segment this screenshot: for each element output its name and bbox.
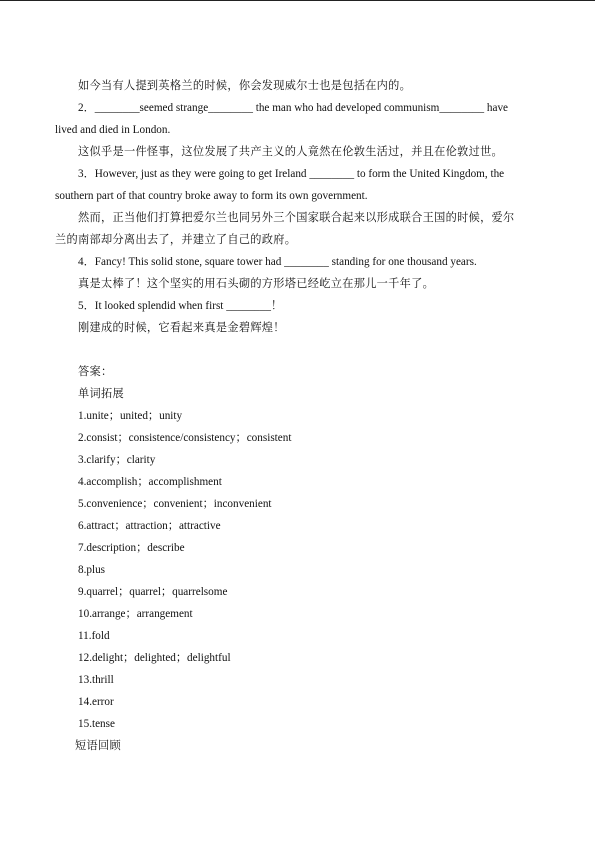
answer-item: 6.attract；attraction；attractive — [78, 520, 221, 532]
top-border-line — [0, 0, 595, 1]
answer-item: 11.fold — [78, 630, 110, 642]
q2-translation: 这似乎是一件怪事，这位发展了共产主义的人竟然在伦敦生活过，并且在伦敦过世。 — [78, 146, 504, 158]
q3-sentence-line1: 3．However, just as they were going to get Ireland ________ to form the United Kingdom, the — [78, 168, 505, 180]
answer-item: 2.consist；consistence/consistency；consistent — [78, 432, 292, 444]
answer-item: 7.description；describe — [78, 542, 185, 554]
q4-sentence: 4．Fancy! This solid stone, square tower had ________ standing for one thousand years. — [78, 256, 477, 268]
answer-item: 1.unite；united；unity — [78, 410, 183, 422]
answer-item: 8.plus — [78, 564, 106, 576]
answer-item: 4.accomplish；accomplishment — [78, 476, 222, 488]
phrase-review-title: 短语回顾 — [75, 740, 121, 752]
q5-translation: 刚建成的时候，它看起来真是金碧辉煌！ — [78, 322, 285, 334]
p1-translation: 如今当有人提到英格兰的时候，你会发现威尔士也是包括在内的。 — [78, 80, 412, 92]
word-expansion-title: 单词拓展 — [78, 388, 124, 400]
q5-sentence: 5．It looked splendid when first ________！ — [78, 300, 283, 312]
answer-item: 12.delight；delighted；delightful — [78, 652, 231, 664]
q3-translation-line2: 兰的南部却分离出去了，并建立了自己的政府。 — [55, 234, 297, 246]
answer-item: 13.thrill — [78, 674, 114, 686]
q4-translation: 真是太棒了！这个坚实的用石头砌的方形塔已经屹立在那儿一千年了。 — [78, 278, 435, 290]
answer-item: 5.convenience；convenient；inconvenient — [78, 498, 272, 510]
answer-item: 14.error — [78, 696, 114, 708]
q3-sentence-line2: southern part of that country broke away to form its own government. — [55, 190, 368, 202]
q2-sentence-line1: 2．________seemed strange________ the man who had developed communism________ have — [78, 102, 509, 114]
answer-item: 3.clarify；clarity — [78, 454, 156, 466]
answers-heading: 答案： — [78, 366, 113, 378]
q3-translation-line1: 然而，正当他们打算把爱尔兰也同另外三个国家联合起来以形成联合王国的时候，爱尔 — [78, 212, 515, 224]
q2-sentence-line2: lived and died in London. — [55, 124, 171, 136]
answer-item: 10.arrange；arrangement — [78, 608, 193, 620]
answer-item: 15.tense — [78, 718, 115, 730]
answer-item: 9.quarrel；quarrel；quarrelsome — [78, 586, 228, 598]
